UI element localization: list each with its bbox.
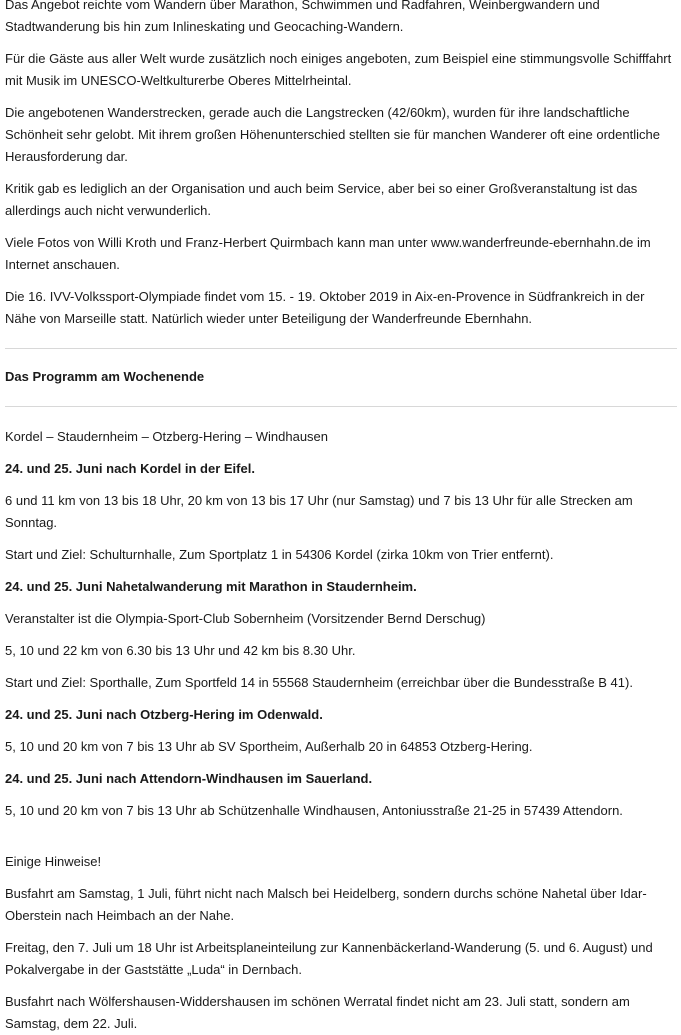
program-kordel-start: Start und Ziel: Schulturnhalle, Zum Sportplatz 1 in 54306 Kordel (zirka 10km von Trier entfernt). xyxy=(5,547,554,562)
intro-paragraph-olympiade: Die 16. IVV-Volkssport-Olympiade findet vom 15. - 19. Oktober 2019 in Aix-en-Provence in Südfrankreich in der Nähe von Marseille statt. Natürlich wieder unter Beteiligung der Wanderfreunde Ebernhahn. xyxy=(5,289,645,326)
program-attendorn-details: 5, 10 und 20 km von 7 bis 13 Uhr ab Schützenhalle Windhausen, Antoniusstraße 21-25 in 57439 Attendorn. xyxy=(5,803,623,818)
note-item: Busfahrt nach Wölfershausen-Widdershausen im schönen Werratal findet nicht am 23. Juli statt, sondern am Samstag, dem 22. Juli. xyxy=(5,994,630,1031)
program-otzberg-details: 5, 10 und 20 km von 7 bis 13 Uhr ab SV Sportheim, Außerhalb 20 in 64853 Otzberg-Hering. xyxy=(5,739,533,754)
divider-program xyxy=(5,406,677,407)
divider-top xyxy=(5,348,677,349)
intro-paragraph-guests: Für die Gäste aus aller Welt wurde zusätzlich noch einiges angeboten, zum Beispiel eine stimmungsvolle Schifffahrt mit Musik im UNESCO-Weltkulturerbe Oberes Mittelrheintal. xyxy=(5,51,672,88)
article-body xyxy=(5,0,677,1035)
program-staudernheim-times: 5, 10 und 22 km von 6.30 bis 13 Uhr und 42 km bis 8.30 Uhr. xyxy=(5,643,356,658)
section-heading-program: Das Programm am Wochenende xyxy=(5,369,205,384)
program-staudernheim-heading: 24. und 25. Juni Nahetalwanderung mit Marathon in Staudernheim. xyxy=(5,579,417,594)
program-kordel-times: 6 und 11 km von 13 bis 18 Uhr, 20 km von 13 bis 17 Uhr (nur Samstag) und 7 bis 13 Uhr für alle Strecken am Sonntag. xyxy=(5,493,633,530)
program-staudernheim-organizer: Veranstalter ist die Olympia-Sport-Club Sobernheim (Vorsitzender Bernd Derschug) xyxy=(5,611,486,626)
note-item: Freitag, den 7. Juli um 18 Uhr ist Arbeitsplaneinteilung zur Kannenbäckerland-Wanderung (5. und 6. August) und Pokalvergabe in der Gaststätte „Luda“ in Dernbach. xyxy=(5,940,653,977)
program-route: Kordel – Staudernheim – Otzberg-Hering – Windhausen xyxy=(5,429,329,444)
program-staudernheim-start: Start und Ziel: Sporthalle, Zum Sportfeld 14 in 55568 Staudernheim (erreichbar über die Bundesstraße B 41). xyxy=(5,675,633,690)
note-item: Busfahrt am Samstag, 1 Juli, führt nicht nach Malsch bei Heidelberg, sondern durchs schöne Nahetal über Idar-Oberstein nach Heimbach an der Nahe. xyxy=(5,886,647,923)
intro-paragraph-criticism: Kritik gab es lediglich an der Organisation und auch beim Service, aber bei so einer Großveranstaltung ist das allerdings auch nicht verwunderlich. xyxy=(5,181,638,218)
notes-heading: Einige Hinweise! xyxy=(5,854,102,869)
intro-paragraph-offer: Das Angebot reichte vom Wandern über Marathon, Schwimmen und Radfahren, Weinbergwandern und Stadtwanderung bis hin zum Inlineskating und Geocaching-Wandern. xyxy=(5,0,600,34)
intro-paragraph-photos: Viele Fotos von Willi Kroth und Franz-Herbert Quirmbach kann man unter www.wanderfreunde-ebernhahn.de im Internet anschauen. xyxy=(5,235,651,272)
program-attendorn-heading: 24. und 25. Juni nach Attendorn-Windhausen im Sauerland. xyxy=(5,771,373,786)
intro-paragraph-routes: Die angebotenen Wanderstrecken, gerade auch die Langstrecken (42/60km), wurden für ihre landschaftliche Schönheit sehr gelobt. Mit ihrem großen Höhenunterschied stellten sie für manchen Wanderer oft eine ordentliche Herausforderung dar. xyxy=(5,105,660,164)
program-otzberg-heading: 24. und 25. Juni nach Otzberg-Hering im Odenwald. xyxy=(5,707,323,722)
program-kordel-heading: 24. und 25. Juni nach Kordel in der Eifel. xyxy=(5,461,255,476)
